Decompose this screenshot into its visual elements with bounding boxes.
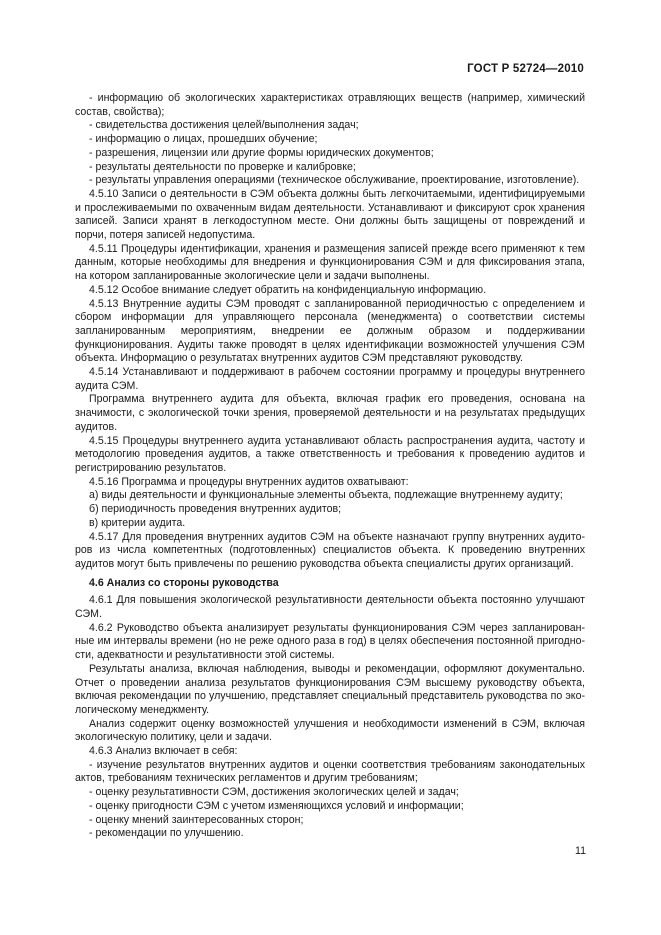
body-paragraph: а) виды деятельности и функциональные элементы объекта, подлежащие внутреннему аудиту; [89,489,563,502]
standard-header: ГОСТ Р 52724—2010 [467,63,584,75]
body-paragraph: - результаты деятельности по проверке и калибровке; [89,160,356,173]
body-paragraph: - информацию об экологических характеристиках отравляющих веществ (например, химический состав, свойства); [75,92,585,118]
body-paragraph: 4.5.14 Устанавливают и поддерживают в рабочем состоянии программу и процедуры внутреннего аудита СЭМ. [75,366,585,392]
body-paragraph: 4.5.15 Процедуры внутреннего аудита устанавливают область распространения аудита, частоту и методологию проведения аудитов, а также ответственность и требования к проведению аудитов и регистрированию результатов. [75,434,585,474]
body-paragraph: 4.6.3 Анализ включает в себя: [89,745,238,758]
body-paragraph: 4.6.1 Для повышения экологической результативности деятельности объекта постоянно улучшают СЭМ. [75,594,585,621]
body-paragraph: - свидетельства достижения целей/выполнения задач; [89,119,359,132]
body-paragraph: в) критерии аудита. [89,516,186,529]
body-paragraph: 4.6.2 Руководство объекта анализирует результаты функционирования СЭМ через запланированные им интервалы времени (но не реже одного раза в год) в целях обеспечения постоянной пригодности, адекватности и результативности этой системы. [75,621,585,662]
body-paragraph: 4.5.11 Процедуры идентификации, хранения и размещения записей прежде всего применяют к тем данным, которые необходимы для внедрения и функционирования СЭМ и для фиксирования этапа, на котором запланированные экологические цели и задачи выполнены. [75,242,585,283]
body-paragraph: - оценку пригодности СЭМ с учетом изменяющихся условий и информации; [89,799,464,812]
page-number: 11 [575,845,586,857]
body-paragraph: - результаты управления операциями (техническое обслуживание, проектирование, изготовление). [89,174,580,187]
section-heading: 4.6 Анализ со стороны руководства [89,576,279,589]
body-paragraph: 4.5.13 Внутренние аудиты СЭМ проводят с запланированной периодичностью с определением и сбором информации для управляющего персонала (менеджмента) о соответствии системы запланированным мероприятиям, внедрении ее должным образом и поддерживании функционирования. Аудиты также проводят в целях идентификации возможностей улучшения СЭМ объекта. Информацию о результатах внутренних аудитов СЭМ представляют руководству. [75,297,585,365]
body-paragraph: - оценку мнений заинтересованных сторон; [89,813,304,826]
body-paragraph: - разрешения, лицензии или другие формы юридических документов; [89,146,434,159]
body-paragraph: 4.5.16 Программа и процедуры внутренних аудитов охватывают: [89,475,409,488]
body-paragraph: Программа внутреннего аудита для объекта, включая график его проведения, основана на значимости, с экологической точки зрения, проверяемой деятельности и на результатах предыдущих аудитов. [75,393,585,433]
body-paragraph: - оценку результативности СЭМ, достижения экологических целей и задач; [89,786,459,799]
body-paragraph: - информацию о лицах, прошедших обучение; [89,133,318,146]
document-body [75,92,585,841]
body-paragraph: - изучение результатов внутренних аудитов и оценки соответствия требованиям законодательных актов, требованиям технических регламентов и другим требованиям; [75,758,585,785]
body-paragraph: 4.5.10 Записи о деятельности в СЭМ объекта должны быть легкочитаемыми, идентифицируемыми и прослеживаемыми по охваченным видам деятельности. Устанавливают и фиксируют срок хранения записей. Записи хранят в легкодоступном месте. Они должны быть защищены от повреждений и порчи, потеря записей недопустима. [75,187,585,242]
body-paragraph: 4.5.17 Для проведения внутренних аудитов СЭМ на объекте назначают группу внутренних аудиторов из числа компетентных (подготовленных) специалистов объекта. К проведению внутренних аудитов могут быть привлечены по решению руководства объекта специалисты других организаций. [75,530,585,570]
body-paragraph: Анализ содержит оценку возможностей улучшения и необходимости изменений в СЭМ, включая экологическую политику, цели и задачи. [75,717,585,744]
body-paragraph: - рекомендации по улучшению. [89,827,244,840]
body-paragraph: б) периодичность проведения внутренних аудитов; [89,503,342,516]
body-paragraph: 4.5.12 Особое внимание следует обратить на конфиденциальную информацию. [89,283,487,296]
body-paragraph: Результаты анализа, включая наблюдения, выводы и рекомендации, оформляют документально. Отчет о проведении анализа результатов функционирования СЭМ высшему руководству объекта, включая рекомендации по улучшению, представляет специальный представитель руководства по экологическому менеджменту. [75,662,585,716]
